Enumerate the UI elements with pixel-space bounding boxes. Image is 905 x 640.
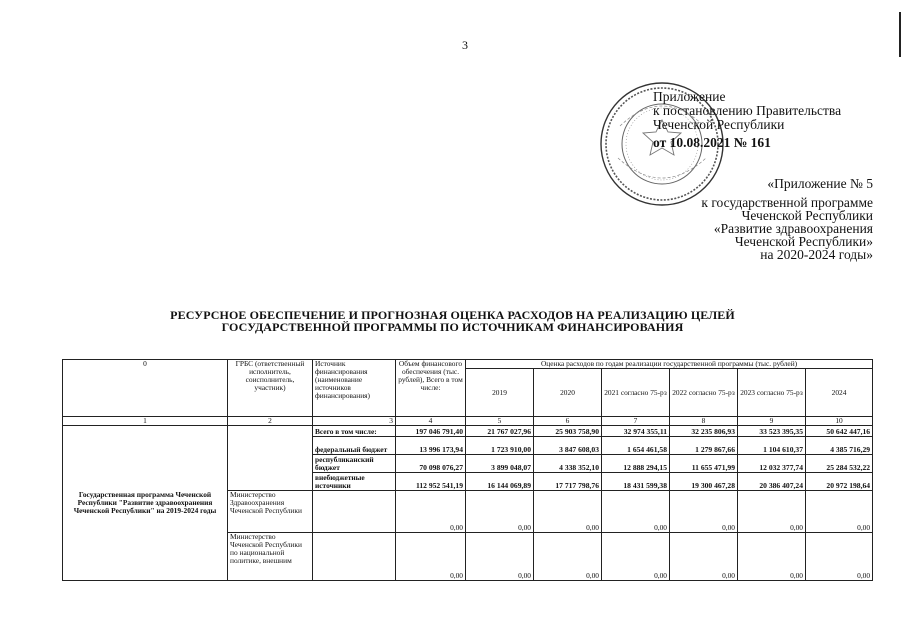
value-cell: 0,00 bbox=[738, 533, 806, 581]
col-number: 4 bbox=[396, 417, 466, 426]
header-years-group: Оценка расходов по годам реализации государственной программы (тыс. рублей) bbox=[466, 360, 873, 369]
source-empty-cell bbox=[313, 533, 396, 581]
source-label: Всего в том числе: bbox=[313, 426, 396, 437]
col-number: 5 bbox=[466, 417, 534, 426]
document-title-line-1: РЕСУРСНОЕ ОБЕСПЕЧЕНИЕ И ПРОГНОЗНАЯ ОЦЕНКА РАСХОДОВ НА РЕАЛИЗАЦИЮ ЦЕЛЕЙ bbox=[170, 308, 735, 322]
value-cell: 13 996 173,94 bbox=[396, 437, 466, 455]
value-cell: 11 655 471,99 bbox=[670, 455, 738, 473]
document-title-line-2: ГОСУДАРСТВЕННОЙ ПРОГРАММЫ ПО ИСТОЧНИКАМ ФИНАНСИРОВАНИЯ bbox=[221, 320, 684, 334]
margin-line bbox=[899, 12, 901, 57]
annex-line-3: Чеченской Республики bbox=[741, 208, 873, 223]
ministry-name: Министерство Чеченской Республики по национальной политике, внешним bbox=[228, 533, 313, 581]
value-cell: 3 899 048,07 bbox=[466, 455, 534, 473]
approval-block bbox=[653, 90, 841, 150]
program-name: Государственная программа Чеченской Республики "Развитие здравоохранения Чеченской Республики" на 2019-2024 годы bbox=[63, 426, 228, 581]
approval-line-2: к постановлению Правительства bbox=[653, 103, 842, 118]
value-cell: 0,00 bbox=[602, 533, 670, 581]
header-total: Объем финансового обеспечения (тыс. рублей), Всего в том числе: bbox=[396, 360, 466, 417]
value-cell: 0,00 bbox=[534, 533, 602, 581]
value-cell: 1 654 461,58 bbox=[602, 437, 670, 455]
source-label: внебюджетные источники bbox=[313, 473, 396, 491]
annex-line-5: Чеченской Республики» bbox=[734, 234, 873, 249]
value-cell: 0,00 bbox=[602, 491, 670, 533]
value-cell: 0,00 bbox=[738, 491, 806, 533]
value-cell: 32 974 355,11 bbox=[602, 426, 670, 437]
value-cell: 17 717 798,76 bbox=[534, 473, 602, 491]
column-number-row bbox=[63, 417, 873, 426]
value-cell: 4 338 352,10 bbox=[534, 455, 602, 473]
value-cell: 4 385 716,29 bbox=[806, 437, 873, 455]
col-number: 7 bbox=[602, 417, 670, 426]
annex-line-1: «Приложение № 5 bbox=[767, 176, 873, 191]
header-year-2022: 2022 согласно 75-рз bbox=[670, 369, 738, 417]
value-cell: 32 235 806,93 bbox=[670, 426, 738, 437]
value-cell: 16 144 069,89 bbox=[466, 473, 534, 491]
col-number: 3 bbox=[313, 417, 396, 426]
annex-line-2: к государственной программе bbox=[701, 195, 873, 210]
value-cell: 1 104 610,37 bbox=[738, 437, 806, 455]
col-number: 1 bbox=[63, 417, 228, 426]
value-cell: 12 032 377,74 bbox=[738, 455, 806, 473]
value-cell: 1 723 910,00 bbox=[466, 437, 534, 455]
annex-block bbox=[701, 177, 873, 261]
value-cell: 1 279 867,66 bbox=[670, 437, 738, 455]
value-cell: 21 767 027,96 bbox=[466, 426, 534, 437]
value-cell: 0,00 bbox=[396, 533, 466, 581]
value-cell: 50 642 447,16 bbox=[806, 426, 873, 437]
approval-date-number: от 10.08.2021 № 161 bbox=[653, 135, 771, 150]
value-cell: 70 098 076,27 bbox=[396, 455, 466, 473]
col-number: 8 bbox=[670, 417, 738, 426]
value-cell: 33 523 395,35 bbox=[738, 426, 806, 437]
col-number: 6 bbox=[534, 417, 602, 426]
annex-line-4: «Развитие здравоохранения bbox=[713, 221, 873, 236]
header-col-0: 0 bbox=[63, 360, 228, 417]
grbs-empty-cell bbox=[228, 426, 313, 491]
col-number: 9 bbox=[738, 417, 806, 426]
value-cell: 20 972 198,64 bbox=[806, 473, 873, 491]
value-cell: 18 431 599,38 bbox=[602, 473, 670, 491]
value-cell: 3 847 608,03 bbox=[534, 437, 602, 455]
value-cell: 0,00 bbox=[466, 491, 534, 533]
header-year-2024: 2024 bbox=[806, 369, 873, 417]
page-number: 3 bbox=[462, 38, 468, 52]
document-title bbox=[0, 309, 905, 333]
approval-line-1: Приложение bbox=[653, 89, 726, 104]
value-cell: 0,00 bbox=[806, 533, 873, 581]
header-year-2023: 2023 согласно 75-рз bbox=[738, 369, 806, 417]
value-cell: 20 386 407,24 bbox=[738, 473, 806, 491]
value-cell: 0,00 bbox=[466, 533, 534, 581]
value-cell: 197 046 791,40 bbox=[396, 426, 466, 437]
value-cell: 12 888 294,15 bbox=[602, 455, 670, 473]
col-number: 10 bbox=[806, 417, 873, 426]
source-label: федеральный бюджет bbox=[313, 437, 396, 455]
resource-table bbox=[62, 359, 873, 581]
header-year-2021: 2021 согласно 75-рз bbox=[602, 369, 670, 417]
value-cell: 19 300 467,28 bbox=[670, 473, 738, 491]
col-number: 2 bbox=[228, 417, 313, 426]
value-cell: 25 284 532,22 bbox=[806, 455, 873, 473]
value-cell: 0,00 bbox=[670, 491, 738, 533]
value-cell: 112 952 541,19 bbox=[396, 473, 466, 491]
value-cell: 25 903 758,90 bbox=[534, 426, 602, 437]
ministry-name: Министерство Здравоохранения Чеченской Республики bbox=[228, 491, 313, 533]
value-cell: 0,00 bbox=[806, 491, 873, 533]
header-source: Источник финансирования (наименование источников финансирования) bbox=[313, 360, 396, 417]
header-year-2019: 2019 bbox=[466, 369, 534, 417]
header-year-2020: 2020 bbox=[534, 369, 602, 417]
annex-line-6: на 2020-2024 годы» bbox=[760, 247, 873, 262]
value-cell: 0,00 bbox=[534, 491, 602, 533]
value-cell: 0,00 bbox=[670, 533, 738, 581]
value-cell: 0,00 bbox=[396, 491, 466, 533]
source-empty-cell bbox=[313, 491, 396, 533]
header-grbs: ГРБС (ответственный исполнитель, соисполнитель, участник) bbox=[228, 360, 313, 417]
table-row bbox=[63, 426, 873, 437]
approval-line-3: Чеченской Республики bbox=[653, 117, 785, 132]
source-label: республиканский бюджет bbox=[313, 455, 396, 473]
